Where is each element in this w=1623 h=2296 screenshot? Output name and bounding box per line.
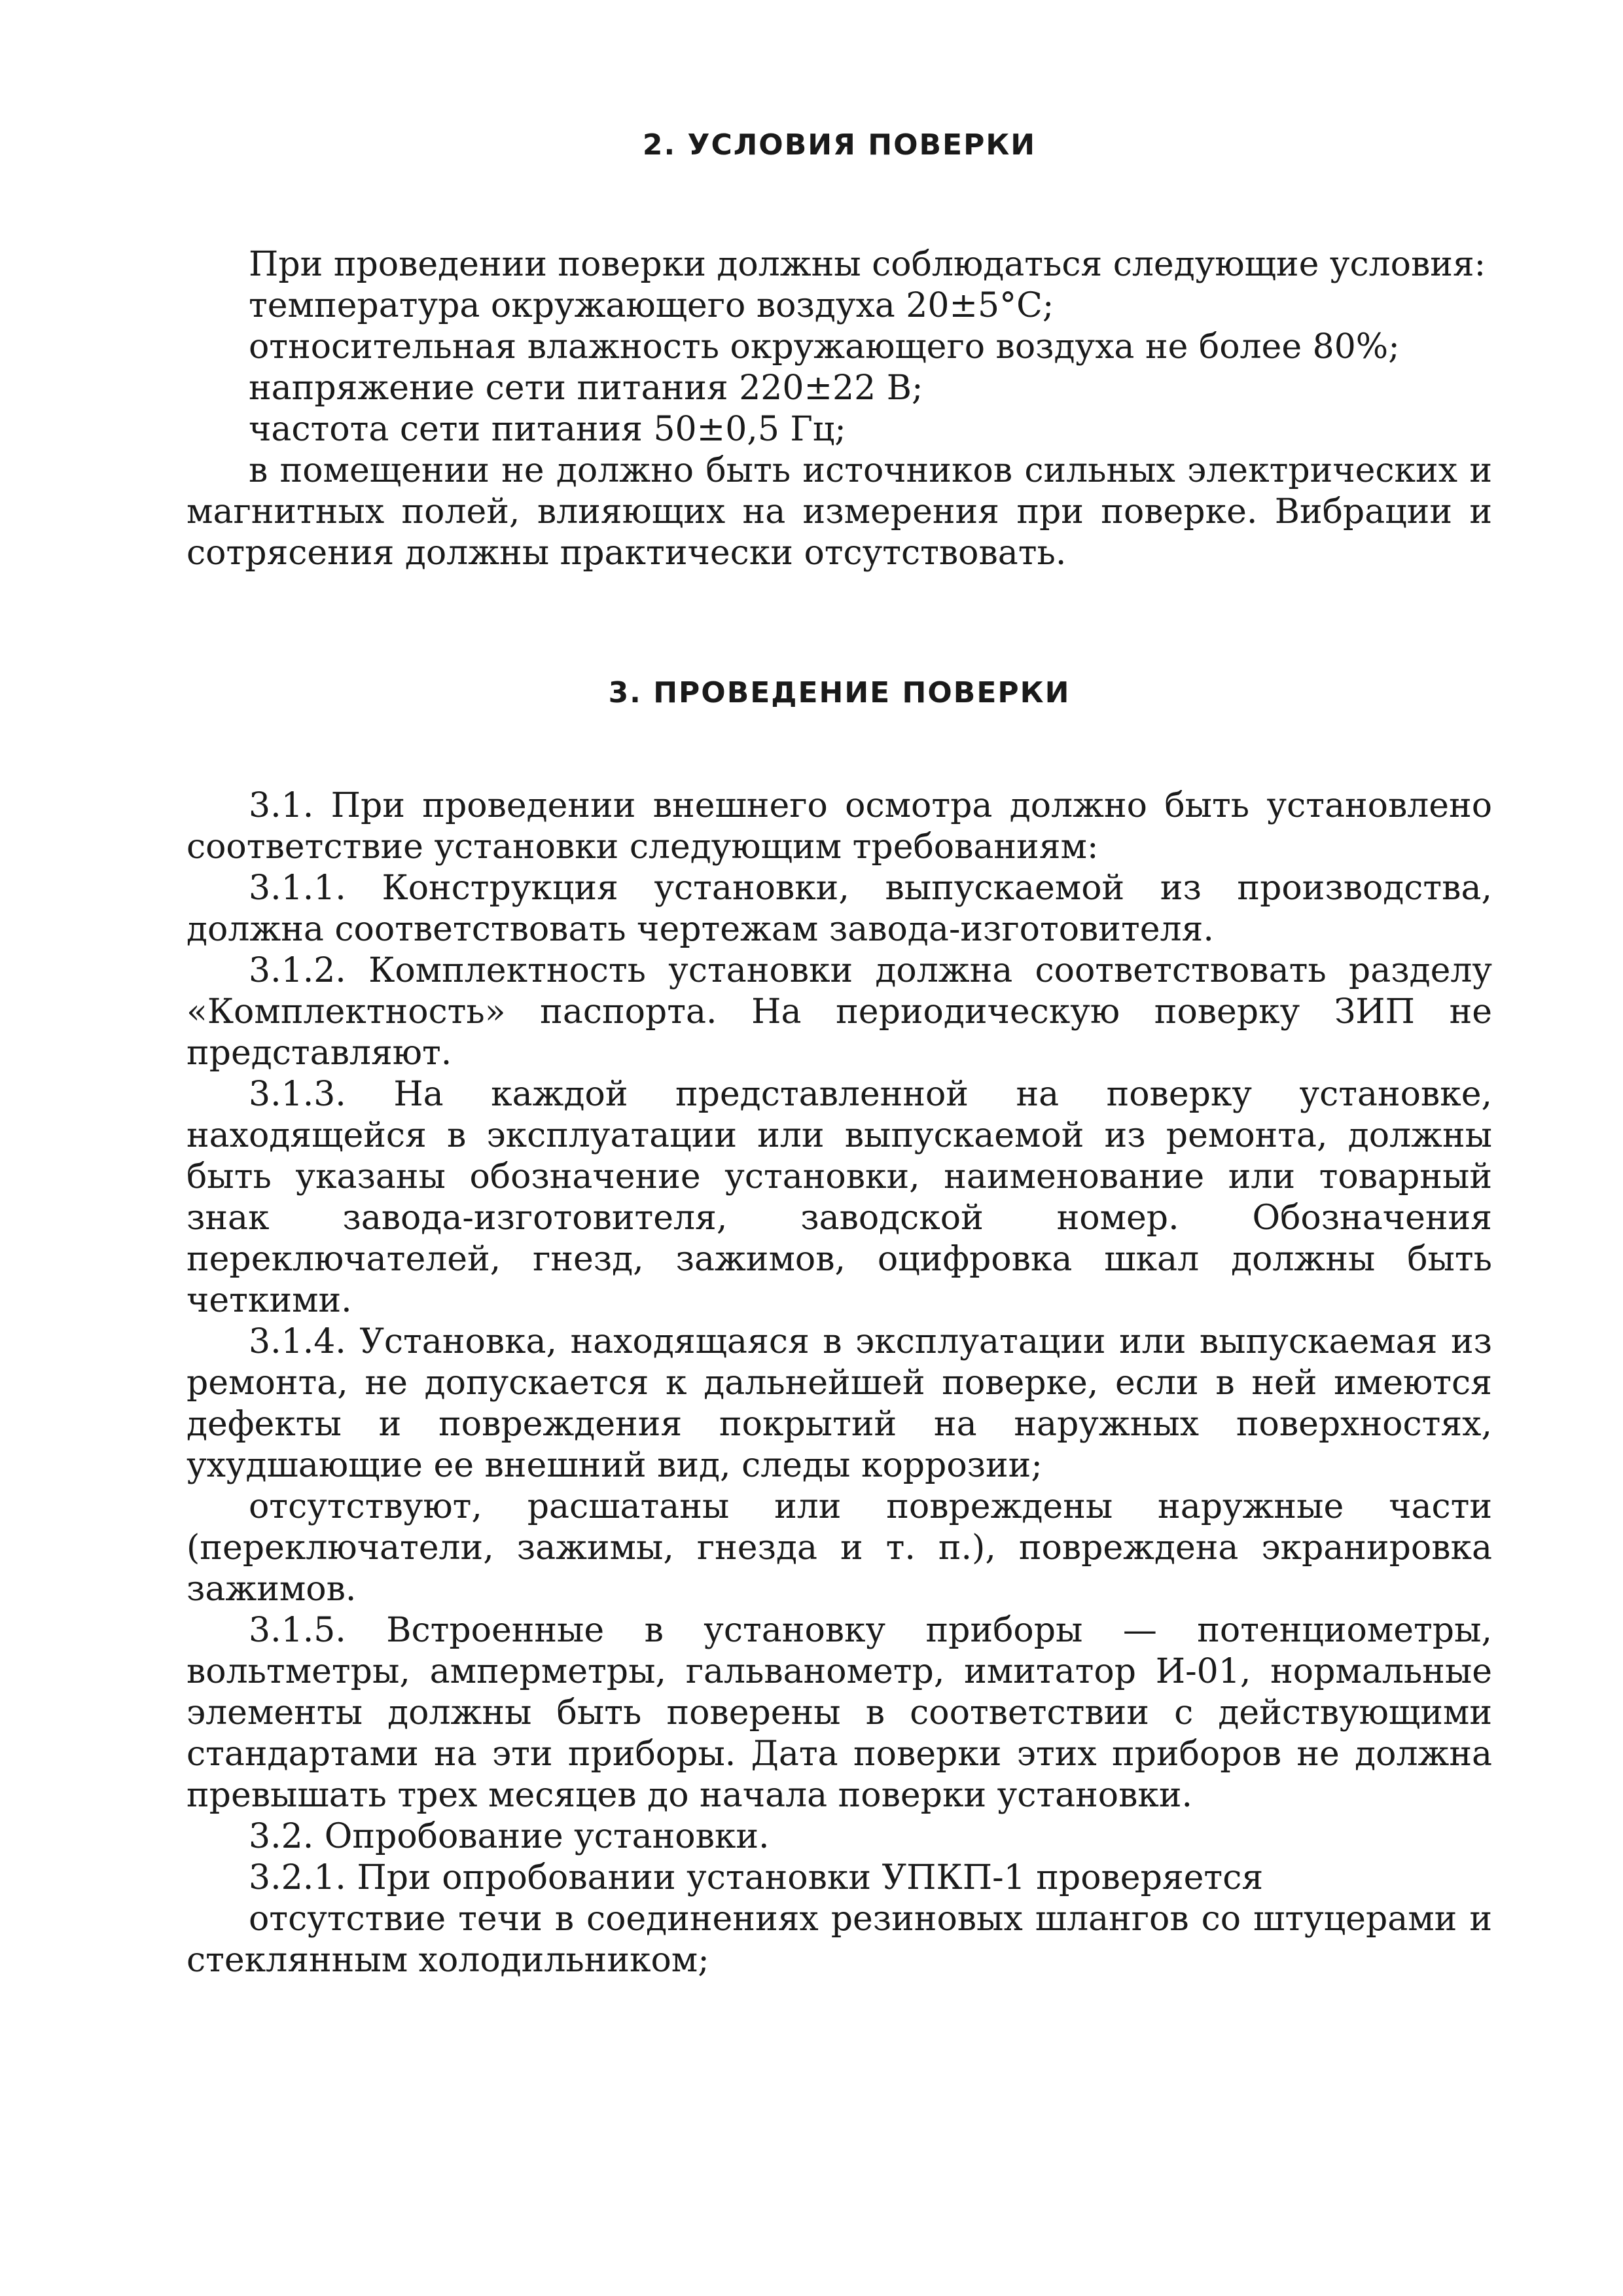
paragraph-3-1-5: 3.1.5. Встроенные в установку приборы — потенциометры, вольтметры, амперметры, гальванометр, имитатор И-01, нормальные элементы должны быть поверены в соответствии с действующими стандартами на эти приборы. Дата поверки этих приборов не должна превышать трех месяцев до начала поверки установки. — [187, 1611, 1492, 1815]
condition-temperature: температура окружающего воздуха 20±5°С; — [249, 286, 1054, 325]
condition-frequency: частота сети питания 50±0,5 Гц; — [249, 410, 846, 449]
condition-voltage: напряжение сети питания 220±22 В; — [249, 368, 923, 408]
condition-fields: в помещении не должно быть источников сильных электрических и магнитных полей, влияющих на измерения при поверке. Вибрации и сотрясения должны практически отсутствовать. — [187, 451, 1492, 573]
paragraph-3-1-3: 3.1.3. На каждой представленной на поверку установке, находящейся в эксплуатации или выпускаемой из ремонта, должны быть указаны обозначение установки, наименование или товарный знак завода-изготовителя, заводской номер. Обозначения переключателей, гнезд, зажимов, оцифровка шкал должны быть четкими. — [187, 1075, 1492, 1320]
paragraph-3-2-1: 3.2.1. При опробовании установки УПКП-1 проверяется — [249, 1858, 1264, 1897]
paragraph-3-1: 3.1. При проведении внешнего осмотра должно быть установлено соответствие установки следующим требованиям: — [187, 786, 1492, 867]
paragraph-3-1-4-cont: отсутствуют, расшатаны или повреждены наружные части (переключатели, зажимы, гнезда и т. п.), повреждена экранировка зажимов. — [187, 1487, 1492, 1609]
document-page — [187, 124, 1492, 1981]
paragraph-3-2: 3.2. Опробование установки. — [249, 1817, 770, 1856]
condition-humidity: относительная влажность окружающего воздуха не более 80%; — [249, 327, 1400, 367]
paragraph-3-1-4: 3.1.4. Установка, находящаяся в эксплуатации или выпускаемая из ремонта, не допускается к дальнейшей поверке, если в ней имеются дефекты и повреждения покрытий на наружных поверхностях, ухудшающие ее внешний вид, следы коррозии; — [187, 1322, 1492, 1485]
section-2-heading: 2. УСЛОВИЯ ПОВЕРКИ — [642, 128, 1037, 162]
paragraph-3-1-1: 3.1.1. Конструкция установки, выпускаемой из производства, должна соответствовать чертежам завода-изготовителя. — [187, 869, 1492, 949]
section-3-heading: 3. ПРОВЕДЕНИЕ ПОВЕРКИ — [608, 676, 1071, 709]
paragraph-3-2-1-cont: отсутствие течи в соединениях резиновых шлангов со штуцерами и стеклянным холодильником; — [187, 1899, 1492, 1980]
paragraph-3-1-2: 3.1.2. Комплектность установки должна соответствовать разделу «Комплектность» паспорта. На периодическую поверку ЗИП не представляют. — [187, 951, 1492, 1073]
section-2-intro: При проведении поверки должны соблюдаться следующие условия: — [249, 245, 1486, 284]
